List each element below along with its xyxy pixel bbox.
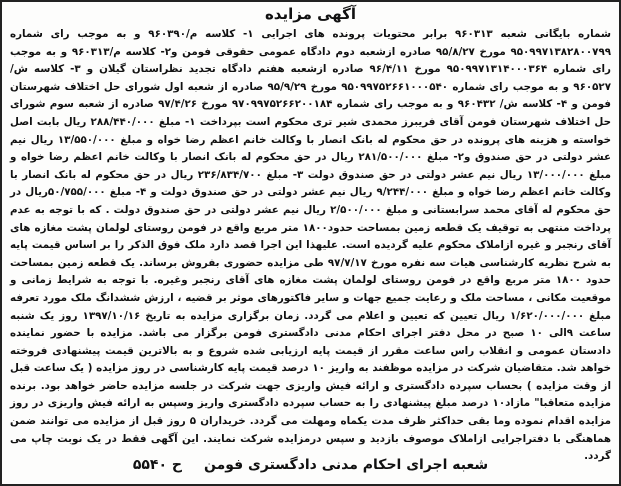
- notice-reference-number: ح ۵۵۴۰: [132, 457, 182, 473]
- notice-issuer: شعبه اجرای احکام مدنی دادگستری فومن: [203, 457, 489, 473]
- notice-body: شماره بایگانی شعبه ۹۶۰۳۱۳ برابر محتویات پرونده های اجرایی ۱- کلاسه م/۹۶۰۳۹۰ و به موجب رای شماره ۹۵۰۹۹۷۱۳۸۲۸۰۰۷۹۹ مورخ ۹۵/۸/۲۷ صادره ازشعبه دوم دادگاه عمومی حقوقی فومن و۲- کلاسه م/۹۶۰۳۱۳ و به موجب رای شماره ۹۵۰۹۹۷۱۳۱۴۰۰۰۳۶۴ مورخ ۹۶/۴/۱۱ صادره ازشعبه هفتم دادگاه تجدید نظراستان گیلان و ۳- کلاسه ش/ ۹۶۰۵۲۷ و به موجب رای شماره ۹۵۰۹۹۷۵۲۶۶۱۰۰۰۵۴۰ مورخ ۹۵/۹/۲۹ صادره از شعبه اول شورای حل اختلاف شهرستان فومن و ۴- کلاسه ش/ ۹۶۰۴۳۲ و به موجب رای شماره ۹۷۰۹۹۷۵۲۶۶۲۰۰۱۸۴ مورخ ۹۷/۴/۲۶ صادره از شعبه سوم شورای حل اختلاف شهرستان فومن آقای فریبرز محمدی شیر تری محکوم است بپرداخت ۱- مبلغ ۲۸۸/۴۴۰/۰۰۰ ریال بابت اصل خواسته و هزینه های پرونده در حق محکوم له بانک انصار با وکالت خانم اعظم رضا خواه و مبلغ ۱۳/۵۵۰/۰۰۰ ریال نیم عشر دولتی در حق صندوق و۲- مبلغ ۲۸۱/۵۰۰/۰۰۰ ریال در حق محکوم له بانک انصار با وکالت خانم اعظم رضا خواه و مبلغ ۱۳/۰۰۰/۰۰۰ ریال نیم عشر دولتی در حق صندوق دولت ۳- مبلغ ۲۳۶/۸۳۴/۷۰۰ ریال در حق محکوم له بانک انصار با وکالت خانم اعظم رضا خواه و مبلغ ۹/۲۴۴/۰۰۰ ریال نیم عشر دولتی در حق صندوق دولت و ۴- مبلغ ۵۰/۷۵۵/۰۰۰ریال در حق محکوم له آقای محمد سرابستانی و مبلغ ۲/۵۰۰/۰۰۰ ریال نیم عشر دولتی در حق صندوق دولت . که با توجه به عدم پرداخت منتهی به توقیف یک قطعه زمین بمساحت حدود۱۸۰۰ متر مربع واقع در فومن روستای لولمان پشت مغازه های آقای رنجبر و غیره ازاملاک محکوم علیه گردیده است. علیهذا این اجرا قصد دارد ملک فوق الذکر را بر اساس قیمت پایه به شرح نظریه کارشناسی هیات سه نفره مورخ ۹۷/۷/۱۷ طی مزایده حضوری بفروش برساند. یک قطعه زمین بمساحت حدود ۱۸۰۰ متر مربع واقع در فومن روستای لولمان پشت مغازه های آقای رنجبر وغیره. با توجه به شرایط زمانی و موقعیت مکانی ، مساحت ملک و رعایت جمیع جهات و سایر فاکتورهای موثر بر قضیه ، ارزش ششدانگ ملک مورد تعرفه مبلغ ۱/۶۲۰/۰۰۰/۰۰۰ ریال تعیین که تعیین و اعلام می گردد. زمان برگزاری مزایده به تاریخ ۱۳۹۷/۱۰/۱۶ روز یک شنبه ساعت ۹الی ۱۰ صبح در محل دفتر اجرای احکام مدنی دادگستری فومن برگزار می باشد. مزایده با حضور نماینده دادستان عمومی و انقلاب راس ساعت مقرر از قیمت پایه ارزیابی شده شروع و به بالاترین قیمت پیشنهادی فروخته خواهد شد. متقاضیان شرکت در مزایده موظفند به واریز ۱۰ درصد قیمت پایه کارشناسی در روز مزایده ( یک ساعت قبل از وقت مزایده ) بحساب سپرده دادگستری و ارائه فیش واریزی جهت شرکت در جلسه مزایده حاضر خواهد بود. برنده مزایده متعاقبا" مازاد۱۰ درصد مبلغ پیشنهادی را به حساب سپرده دادگستری واریز وسپس به ارائه فیش واریزی در روز مزایده اقدام نموده وما بقی حداکثر ظرف مدت یکماه ومهلت می گردد. خریداران ۵ روز قبل از مزایده می توانند ضمن هماهنگی با دفتراجرایی ازاملاک موصوف بازدید و سپس درمزایده شرکت نمایند. این آگهی فقط در یک نوبت چاپ می گردد.: [10, 28, 612, 463]
- notice-title: آگهی مزایده: [264, 5, 357, 23]
- notice-footer: [2, 452, 619, 478]
